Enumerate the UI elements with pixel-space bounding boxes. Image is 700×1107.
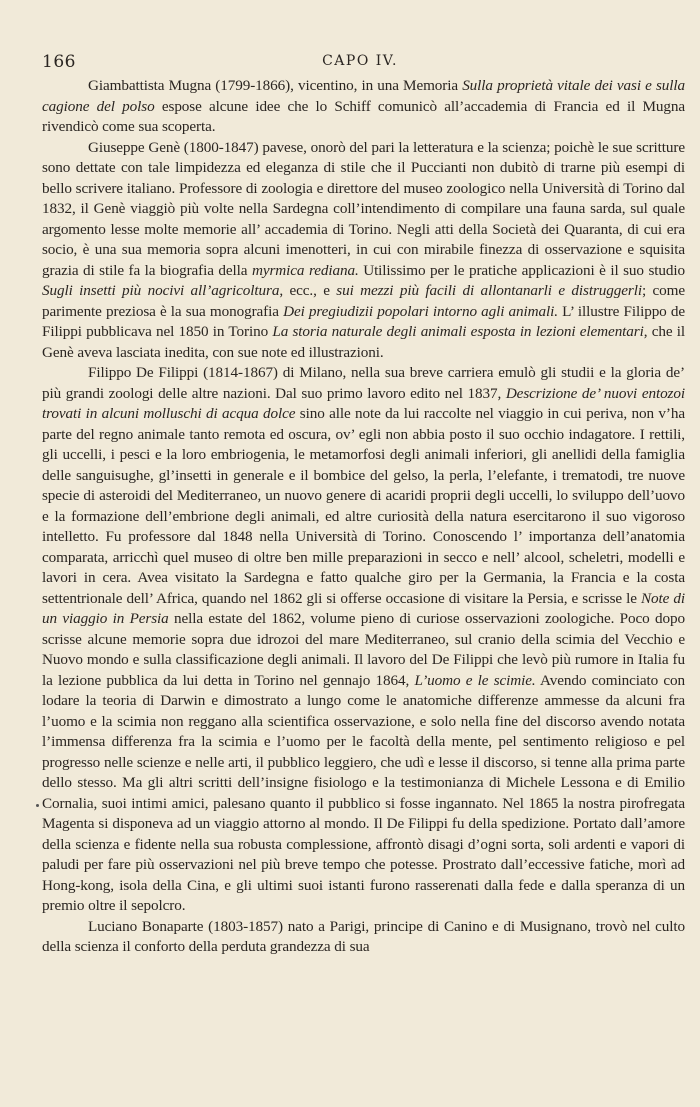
page-body bbox=[42, 76, 685, 958]
italic-title-text: myrmica rediana. bbox=[251, 261, 359, 279]
paragraph-text: , ecc., e bbox=[279, 282, 337, 299]
paragraph-gene bbox=[42, 138, 685, 364]
paragraph-mugna bbox=[42, 76, 685, 138]
paragraph-text: , che il Genè aveva lasciata inedita, con sue note ed illustrazioni. bbox=[42, 323, 685, 361]
paragraph-de-filippi bbox=[42, 363, 685, 917]
margin-mark bbox=[36, 804, 39, 807]
paragraph-text: Giambattista Mugna (1799-1866), vicentino, in una Memoria bbox=[88, 77, 463, 94]
paragraph-text: sino alle note da lui raccolte nel viaggio in cui periva, non v’ha parte del regno animale tanto remota ed oscura, ov’ egli non abbia posto il suo occhio indagatore. I rettili, gli uccelli, i pesci e la loro embriogenia, le metamorfosi degli animali inferiori, gli anellidi della famiglia delle sanguisughe, gl’insetti in generale e il bombice del gelso, la perla, l’elefante, i trematodi, tre nuove specie di asteroidi del Mediterraneo, un nuovo genere di acaridi proprii degli uccelli, lo sviluppo dell’uovo e la formazione dell’embrione degli animali, ed altre curiosità della natura esercitarono il suo vigoroso intelletto. Fu professore dal 1848 nella Università di Torino. Conoscendo l’ importanza dell’anatomia comparata, arricchì quel museo di oltre ben mille preparazioni in secco e nell’ alcool, scheletri, modelli e lavori in cera. Avea visitato la Sardegna e fatto qualche giro per la Germania, la Francia e la costa settentrionale dell’ Africa, quando nel 1862 gli si offerse occasione di visitare la Persia, e scrisse le bbox=[42, 405, 685, 607]
italic-title-text: Descrizione de’ nuovi entozoi trovati in alcuni molluschi di acqua dolce bbox=[42, 384, 685, 422]
paragraph-text: Giuseppe Genè (1800-1847) pavese, onorò del pari la letteratura e la scienza; poichè le sue scritture sono dettate con tale limpidezza ed eleganza di stile che il Puccianti non dubitò di trarne più esempi di bello scrivere italiano. Professore di zoologia e direttore del museo zoologico nella Università di Torino dal 1832, il Genè viaggiò più volte nella Sardegna coll’intendimento di compilare una fauna sarda, sul quale argomento lesse molte memorie all’ accademia di Torino. Negli atti della Società dei Quaranta, di cui era socio, è una sua memoria sopra alcuni imenotteri, in cui con mirabile finezza di osservazione e squisita grazia di stile fa la biografia della bbox=[42, 138, 685, 279]
italic-title-text: Note di un viaggio in Persia bbox=[42, 589, 685, 627]
running-header bbox=[42, 52, 678, 76]
paragraph-text: L’ illustre Filippo de Filippi pubblicava nel 1850 in Torino bbox=[42, 302, 685, 340]
chapter-title: CAPO IV. bbox=[322, 53, 398, 69]
paragraph-text: Utilissimo per le pratiche applicazioni è il suo studio bbox=[358, 261, 685, 279]
paragraph-text: nella estate del 1862, volume pieno di curiose osservazioni zoologiche. Poco dopo scrisse alcune memorie sopra due idrozoi del mare Mediterraneo, sul cranio della scimia del Vecchio e Nuovo mondo e sulla classificazione degli animali. Il lavoro del De Filippi che levò più rumore in Italia fu la lezione pubblica da lui detta in Torino nel gennajo 1864, bbox=[42, 610, 685, 689]
italic-title-text: Sulla proprietà vitale dei vasi e sulla cagione del polso bbox=[42, 77, 685, 115]
italic-title-text: L’uomo e le scimie. bbox=[414, 671, 536, 689]
italic-title-text: sui mezzi più facili di allontanarli e distruggerli bbox=[336, 282, 642, 299]
paragraph-text: Luciano Bonaparte (1803-1857) nato a Parigi, principe di Canino e di Musignano, trovò nel culto della scienza il conforto della perduta grandezza di sua bbox=[42, 917, 685, 955]
paragraph-text: Avendo cominciato con lodare la teoria di Darwin e dimostrato a lungo come le anatomiche differenze ammesse da alcuni fra l’uomo e la scimia non reggano alla scientifica osservazione, e solo nella fine del discorso avendo notata l’immensa differenza fra la scimia e l’uomo per le facoltà della mente, pel sentimento religioso e pel progresso nelle scienze e nelle arti, il pubblico leggiero, che udì e lesse il discorso, si tenne alla prima parte dello stesso. Ma gli altri scritti dell’insigne fisiologo e la testimonianza di Michele Lessona e di Emilio Cornalia, suoi intimi amici, palesano quanto il pubblico si fosse ingannato. Nel 1865 la nostra pirofregata Magenta si disponeva ad un viaggio attorno al mondo. Il De Filippi fu della spedizione. Portato dall’amore della scienza e fidente nella sua robusta complessione, affrontò disagi d’ogni sorta, soli ardenti e vapori di paludi per fare più osservazioni nel più breve tempo che potesse. Prostrato dall’eccessive fatiche, morì ad Hong-kong, isola della Cina, e gli ultimi suoi istanti furono rasserenati dalla fede e dalla speranza di un premio oltre il sepolcro. bbox=[42, 671, 686, 914]
paragraph-text: Filippo De Filippi (1814-1867) di Milano, nella sua breve carriera emulò gli studii e la gloria de’ più grandi zoologi delle altre nazioni. Dal suo primo lavoro edito nel 1837, bbox=[42, 364, 685, 402]
paragraph-bonaparte bbox=[42, 917, 685, 958]
paragraph-text: ; come parimente preziosa è la sua monografia bbox=[42, 282, 686, 320]
page-number: 166 bbox=[42, 52, 76, 72]
italic-title-text: La storia naturale degli animali esposta in lezioni elementari bbox=[272, 323, 644, 340]
italic-title-text: Dei pregiudizii popolari intorno agli animali. bbox=[283, 302, 558, 320]
italic-title-text: Sugli insetti più nocivi all’agricoltura bbox=[42, 282, 280, 299]
paragraph-text: espose alcune idee che lo Schiff comunicò all’accademia di Francia ed il Mugna rivendicò come sua scoperta. bbox=[42, 97, 686, 135]
